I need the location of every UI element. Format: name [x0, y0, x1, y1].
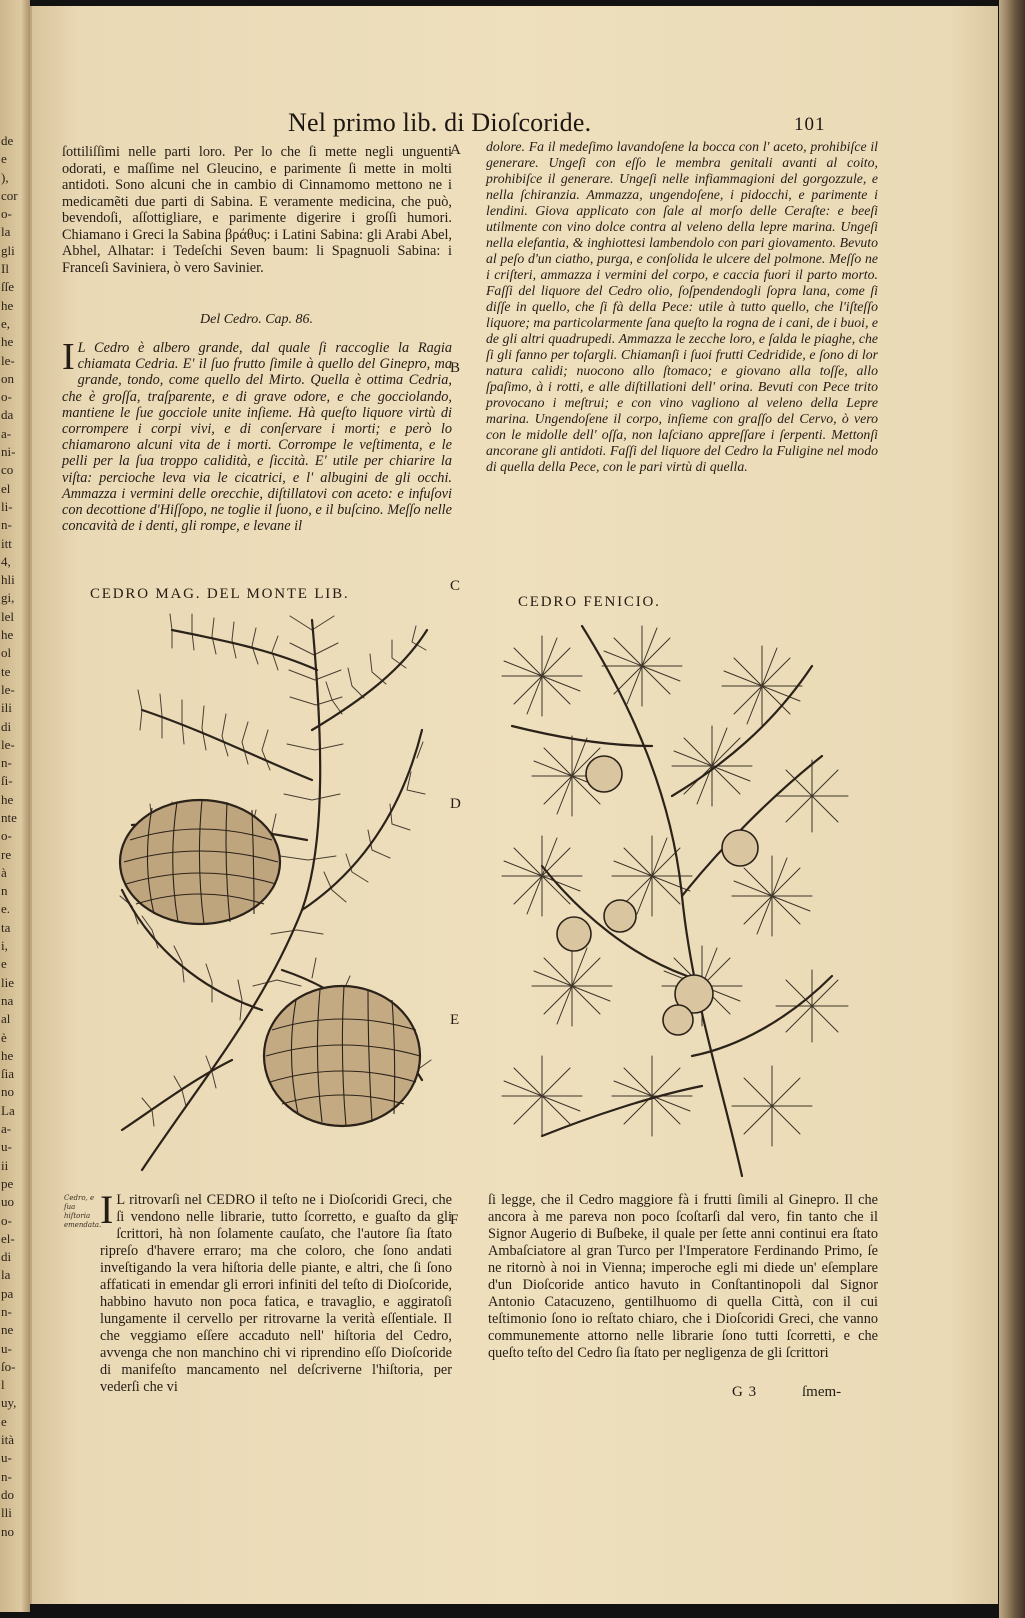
- signature-mark: G 3: [732, 1384, 758, 1400]
- cedro-fenicio-woodcut: [482, 616, 862, 1192]
- book-page: [30, 6, 998, 1604]
- chapter-heading: Del Cedro. Cap. 86.: [200, 312, 314, 327]
- marginal-note: Cedro, e ſua hiſtoria emendata.: [64, 1194, 102, 1229]
- page-header: [32, 108, 998, 142]
- margin-letter-b: B: [450, 360, 461, 376]
- book-edge: [999, 0, 1025, 1618]
- margin-letter-a: A: [450, 142, 461, 158]
- cedar-branch-woodcut: [82, 610, 452, 1190]
- figure-title-cedro-fenicio: CEDRO FENICIO.: [518, 594, 661, 610]
- previous-page-edge: [0, 0, 30, 1612]
- catchword: ſmem-: [802, 1384, 842, 1400]
- right-top-text: dolore. Fa il medeſimo lavandoſene la bocca con l' aceto, prohibiſce il generare. Ungeſi con eſſo le membra genitali avanti al coito, prohibiſce il generare. Ungeſi nelle infiammagioni del gorgozzule, e nella ſchiranzia. Ammazza, ungendoſene, i pidocchi, e parimente i lendini. Giova applicato con ſale al morſo delle Ceraſte: e beeſi utilmente con vino dolce contra al veleno della lepre marina. Ungeſi nella elefantia, & inghiottesi lambendolo con pari giovamento. Bevuto al peſo d'un ciatho, purga, e conſolida le ulcere del polmone. Meſſo ne i criſteri, ammazza i vermini del corpo, e caccia fuori il parto morto. Faſſi del liquore del Cedro olio, ſoſpendendogli ſopra lana, come ſi diſſe in quello, che ſi fà della Pece: utile à tutto quello, che l'iſteſſo liquore; ma particolarmente ſana queſto la rogna de i cani, de i buoi, e de gli altri quadrupedi. Ammazza le zecche loro, e ſalda le piaghe, che ſi gli fanno per toſargli. Chiamanſi i ſuoi frutti Cedridide, e ſono di lor natura calidi; nuocono allo ſtomaco; e giovano alla toſſe, allo ſpaſimo, à i rotti, e alle diſtillationi dell' orina. Bevuti con Pece trito provocano i meſtrui; e con vino vagliono al veleno della Lepre marina. Ungendoſene il corpo, inſieme con graſſo del Cervo, ò vero con le midolle dell' oſſa, non laſciano appreſſare i ſerpenti. Mettonſi ancorane gli antidoti. Faſſi del liquore del Cedro la Fuligine nel modo di quella della Pece, con le pari virtù di quella.: [486, 139, 878, 474]
- page-number: 101: [794, 114, 826, 135]
- running-title: Nel primo lib. di Dioſcoride.: [288, 108, 592, 137]
- right-bottom-text: ſi legge, che il Cedro maggiore fà i frutti ſimili al Ginepro. Il che ancora à me pareva non poco ſcoſtarſi dal vero, fin tanto che il Signor Augerio di Buſbeke, il quale per ſette anni continui era ſtato Ambaſciatore al gran Turco per l'Imperatore Ferdinando Primo, ſe ne ritornò à noi in Vienna; imperoche egli mi diede un' eſemplare d'un Dioſcoride antico havuto in Conſtantinopoli dal Signor Antonio Catacuzeno, gentilhuomo di quella Città, con il cui teſtimonio ſono io reſtato chiaro, che i Dioſcoridi Greci, che vanno communemente attorno nelle librarie ſono tutti ſcorretti, e che queſto teſto del Cedro ſia ſtato per negligenza de gli ſcrittori: [488, 1192, 878, 1361]
- margin-letter-c: C: [450, 578, 461, 594]
- left-top-paragraph: [62, 144, 452, 276]
- margin-letter-f: F: [450, 1212, 459, 1228]
- previous-page-text: de e ), cor o- la gli Il ſſe he e, he le- on o- da a- ni- co el li- n- itt 4, hli gi, lel he ol te le- ili di le- n- ſi- he nte o- re à n e. ta i, e lie na al è he ſia no La a- u- ii pe uo o- el- di la pa n- ne u- ſo- l uy, e ità u- n- do lli no: [1, 133, 18, 1539]
- left-top-text: ſottiliſſimi nelle parti loro. Per lo che ſi mette negli unguenti odorati, e maſſime nel Gleucino, e parimente ſi mette in molti antidoti. Sono alcuni che in cambio di Cinnamomo mettono ne i medicamẽti due parti di Sabina. E veramente medicina, che può, bevendoſi, aſſottigliare, e parimente digerire i groſſi humori. Chiamano i Greci la Sabina βράθυς: i Latini Sabina: gli Arabi Abel, Abhel, Alhatar: i Tedeſchi Seven baum: li Spagnuoli Sabina: i Franceſi Saviniera, ò vero Savinier.: [62, 144, 452, 276]
- right-bottom-paragraph: [488, 1192, 878, 1362]
- left-bottom-text: L ritrovarſi nel CEDRO il teſto ne i Dioſcoridi Greci, che ſi vendono nelle librarie, tutto ſcorretto, e guaſto da gli ſcrittori, hà non ſolamente cauſato, che l'autore ſia ſtato ripreſo d'havere erraro; ma che coloro, che ſono andati inveſtigando la vera hiſtoria delle piante, e altri, che ſi ſono affaticati in emendar gli errori infiniti del teſto di Dioſcoride, habbino havuto non poca fatica, e travaglio, e aggiratoſi lungamente il cervello per ritrovarne la verità eſſentiale. Il che veggiamo eſſere accaduto nell' hiſtoria del Cedro, avvenga che non manchino chi vi riprendino eſſo Dioſcoride di manifeſto mancamento nel deſcriverne l'hiſtoria, per vederſi che vi: [100, 1192, 452, 1395]
- dropcap: I: [62, 336, 75, 378]
- margin-letter-e: E: [450, 1012, 460, 1028]
- left-chapter-text: L Cedro è albero grande, dal quale ſi raccoglie la Ragia chiamata Cedria. E' il ſuo frutto ſimile à quello del Ginepro, ma grande, tondo, come quello del Mirto. Quella è ottima Cedria, che è groſſa, traſparente, e di grave odore, e che gocciolando, mantiene le ſue gocciole unite inſieme. Hà queſto liquore virtù di corrompere i corpi vivi, e di conſervare i morti; e però lo chiamarono alcuni vita de i morti. Corrompe le veſtimenta, e le pelli per la ſua troppo calidità, e ſiccità. E' utile per chiarire la viſta: percioche leva via le cicatrici, e l' albugini de gli occhi. Ammazza i vermini delle orecchie, diſtillatovi con aceto: e infuſovi con decottione d'Hiſſopo, ne toglie il ſuono, e il buſcino. Meſſo nelle concavità de i denti, gli rompe, e levane il: [62, 340, 452, 535]
- figure-title-cedro-maggiore: CEDRO MAG. DEL MONTE LIB.: [90, 586, 350, 602]
- left-chapter-paragraph: [62, 336, 452, 535]
- dropcap-bottom: I: [100, 1187, 114, 1232]
- margin-letter-d: D: [450, 796, 461, 812]
- right-top-paragraph: [486, 139, 878, 475]
- left-bottom-paragraph: [100, 1187, 452, 1396]
